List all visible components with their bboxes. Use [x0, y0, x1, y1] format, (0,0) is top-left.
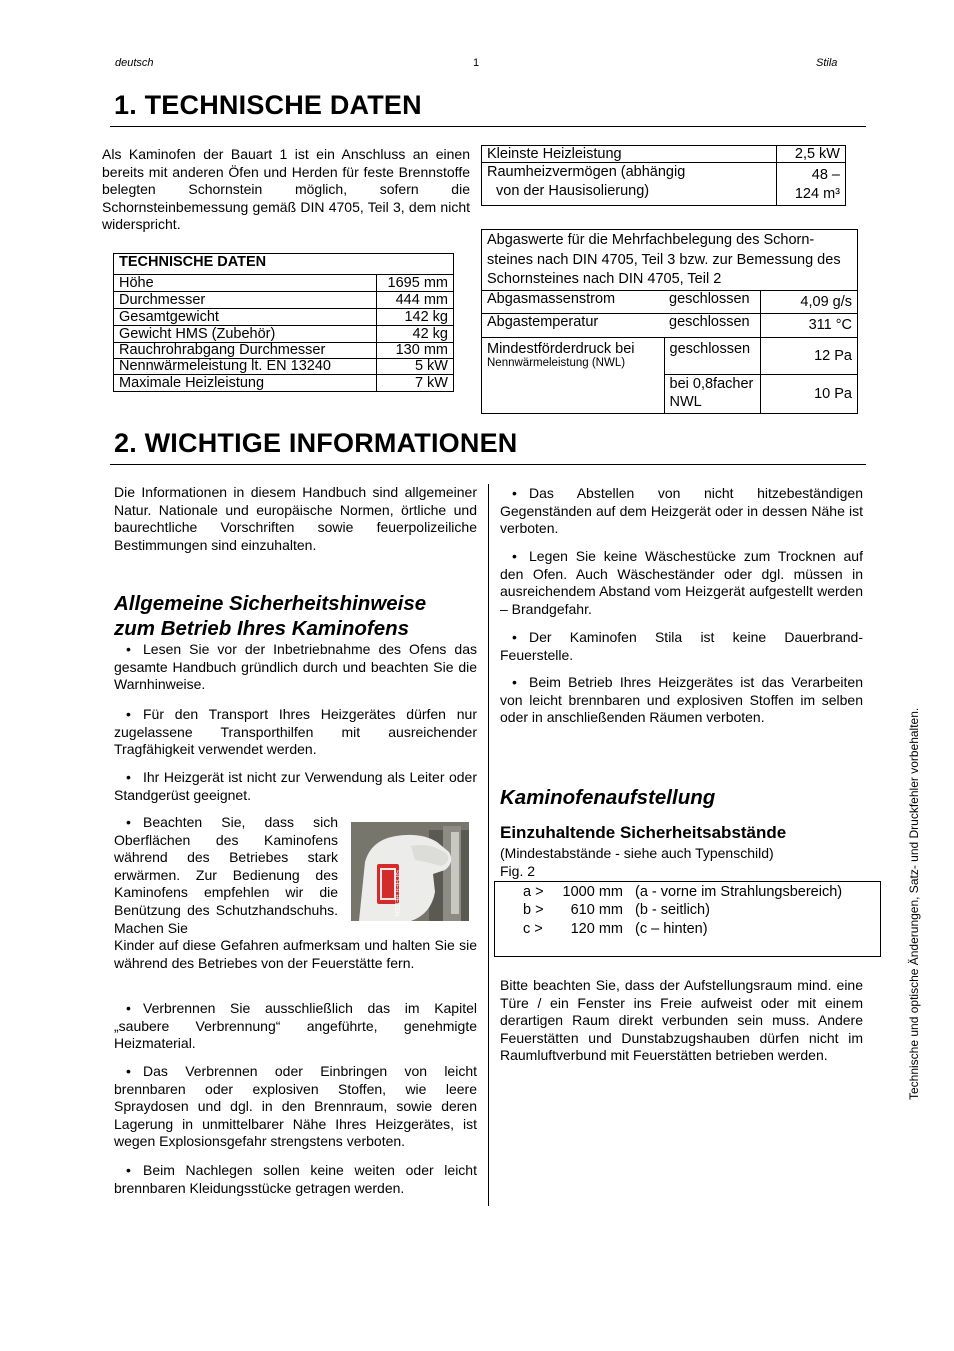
- installation-heading: Kaminofenaufstellung: [500, 786, 716, 809]
- exhaust-caption: Abgaswerte für die Mehrfachbelegung des Schorn-steines nach DIN 4705, Teil 3 bzw. zur Bemessung des Schornsteines nach DIN 4705, Teil 2: [482, 230, 858, 291]
- list-item: [500, 674, 863, 727]
- distances-heading: Einzuhaltende Sicherheitsabstände: [500, 823, 787, 842]
- table-cell: 1695 mm: [377, 275, 454, 292]
- table-cell: 12 Pa: [761, 337, 858, 374]
- distance-value: 610 mm: [570, 902, 623, 918]
- list-item: [114, 769, 477, 804]
- safety-heading: [114, 591, 484, 641]
- figure-label: Fig. 2: [500, 863, 536, 879]
- table-cell: Gesamtgewicht: [114, 309, 377, 326]
- safety-heading-line2: zum Betrieb Ihres Kaminofens: [114, 617, 410, 640]
- table-cell: Gewicht HMS (Zubehör): [114, 326, 377, 343]
- table-cell: 2,5 kW: [777, 146, 846, 163]
- section-rule: [110, 464, 866, 465]
- bullet-icon: •: [512, 485, 517, 501]
- bullet-text: Der Kaminofen Stila ist keine Dauerbrand-Feuerstelle.: [500, 629, 863, 663]
- distance-key: c >: [523, 921, 543, 937]
- table-cell: [482, 337, 665, 413]
- table-cell: Abgasmassenstrom: [482, 290, 665, 313]
- distance-key: b >: [523, 902, 544, 918]
- list-item: [500, 629, 863, 664]
- bullet-icon: •: [126, 641, 131, 657]
- distance-row-a: [523, 884, 842, 900]
- distance-row-b: [523, 902, 710, 918]
- bullet-icon: •: [126, 1000, 131, 1016]
- bullet-text: Das Verbrennen oder Einbringen von leicht brennbaren oder explosiven Stoffen, wie leere Spraydosen und dgl. in den Brennraum, sowie deren Lagerung in unmittelbarer Nähe Ihres Heizgerätes, ist wegen Explosionsgefahr strengstens verboten.: [114, 1063, 477, 1150]
- bullet-icon: •: [512, 548, 517, 564]
- table-cell: Kleinste Heizleistung: [482, 146, 777, 163]
- bullet-text: Beachten Sie, dass sich Oberflächen des Kaminofens während des Betriebes stark erwärmen. Zur Bedienung des Kaminofens empfehlen wir die Benützung des Schutzhandschuhs. Machen Sie: [114, 814, 338, 936]
- distance-desc: (b - seitlich): [635, 902, 710, 918]
- table-cell: 5 kW: [377, 359, 454, 375]
- safety-heading-line1: Allgemeine Sicherheitshinweise: [114, 592, 427, 615]
- bullet-text: Verbrennen Sie ausschließlich das im Kapitel „saubere Verbrennung“ angeführte, genehmigte Heizmaterial.: [114, 1000, 477, 1052]
- exhaust-values-table: [481, 229, 858, 414]
- table-cell: 4,09 g/s: [761, 290, 858, 313]
- distances-box: [494, 881, 881, 957]
- table-cell: Nennwärmeleistung lt. EN 13240: [114, 359, 377, 375]
- list-item: [500, 548, 863, 618]
- table-cell: Durchmesser: [114, 292, 377, 309]
- glove-brand-text: SICHER HEIZEN: [393, 870, 399, 917]
- bullet-icon: •: [126, 706, 131, 722]
- table-heading: TECHNISCHE DATEN: [114, 254, 454, 275]
- table-cell: 311 °C: [761, 313, 858, 337]
- technical-data-table: [113, 253, 454, 392]
- list-item: [114, 706, 477, 759]
- table-cell: [777, 163, 846, 206]
- table-cell: Höhe: [114, 275, 377, 292]
- list-item: [114, 1162, 477, 1197]
- table-cell: [664, 374, 761, 413]
- bullet-text: Ihr Heizgerät ist nicht zur Verwendung als Leiter oder Standgerüst geeignet.: [114, 769, 477, 803]
- bullet-text: Beim Nachlegen sollen keine weiten oder leicht brennbaren Kleidungsstücke getragen werden.: [114, 1162, 477, 1196]
- list-item-glove-a: [114, 814, 338, 937]
- protective-glove-image: [351, 822, 469, 921]
- distance-value: 1000 mm: [562, 884, 623, 900]
- section-title-important-info: 2. WICHTIGE INFORMATIONEN: [114, 428, 518, 458]
- header-language: deutsch: [115, 57, 154, 69]
- table-cell: 42 kg: [377, 326, 454, 343]
- table-cell: 142 kg: [377, 309, 454, 326]
- room-heating-label-line1: Raumheizvermögen (abhängig: [487, 164, 686, 180]
- bullet-text: Für den Transport Ihres Heizgerätes dürfen nur zugelassene Transporthilfen mit ausreichender Tragfähigkeit verwendet werden.: [114, 706, 477, 758]
- table-cell: 130 mm: [377, 343, 454, 359]
- distance-key: a >: [523, 884, 544, 900]
- reduced-load-line2: NWL: [669, 393, 702, 410]
- table-cell: geschlossen: [664, 313, 761, 337]
- table-cell: 7 kW: [377, 375, 454, 392]
- column-divider: [488, 484, 489, 1206]
- info-intro-paragraph: Die Informationen in diesem Handbuch sind allgemeiner Natur. Nationale und europäische Normen, örtliche und baurechtliche Vorschriften sowie feuerpolizeiliche Bestimmungen sind einzuhalten.: [114, 484, 477, 553]
- bullet-text: Das Abstellen von nicht hitzebeständigen Gegenständen auf dem Heizgerät oder in dessen Nähe ist verboten.: [500, 485, 863, 537]
- bullet-icon: •: [126, 769, 131, 785]
- side-disclaimer: Technische und optische Änderungen, Satz- und Druckfehler vorbehalten.: [907, 707, 921, 1100]
- distance-value: 120 mm: [570, 921, 623, 937]
- section-rule: [110, 126, 866, 127]
- table-cell: geschlossen: [664, 290, 761, 313]
- table-cell: [482, 163, 777, 206]
- table-cell: Maximale Heizleistung: [114, 375, 377, 392]
- section-title-technical-data: 1. TECHNISCHE DATEN: [114, 90, 422, 120]
- table-cell: geschlossen: [664, 337, 761, 374]
- intro-paragraph: Als Kaminofen der Bauart 1 ist ein Anschluss an einen bereits mit anderen Öfen und Herden für feste Brennstoffe belegten Schornstein möglich, sofern die Schornsteinbemessung gemäß DIN 4705, Teil 3, dem nicht widerspricht.: [102, 146, 470, 233]
- min-draft-label: Mindestförderdruck bei: [487, 340, 635, 357]
- glove-illustration: [351, 822, 469, 921]
- list-item: [114, 1000, 477, 1053]
- table-cell: Rauchrohrabgang Durchmesser: [114, 343, 377, 359]
- distance-desc: (a - vorne im Strahlungsbereich): [635, 884, 843, 900]
- bullet-text: Lesen Sie vor der Inbetriebnahme des Ofens das gesamte Handbuch gründlich durch und beachten Sie die Warnhinweise.: [114, 641, 477, 693]
- list-item: [500, 485, 863, 538]
- bullet-text: Legen Sie keine Wäschestücke zum Trocknen auf den Ofen. Auch Wäscheständer oder dgl. müssen in ausreichendem Abstand vom Heizgerät aufgestellt werden – Brandgefahr.: [500, 548, 863, 617]
- list-item: [114, 1063, 477, 1151]
- page-number: 1: [473, 57, 480, 69]
- table-cell: 10 Pa: [761, 374, 858, 413]
- bullet-icon: •: [126, 814, 131, 830]
- heating-capacity-table: [481, 145, 846, 206]
- bullet-icon: •: [512, 674, 517, 690]
- room-requirements-paragraph: Bitte beachten Sie, dass der Aufstellungsraum mind. eine Türe / ein Fenster ins Freie aufweist oder mit einem derartigen Raum direkt verbunden sein muss. Andere Feuerstätten und Dunstabzugshauben dürfen nicht im Raumluftverbund mit Feuerstätten betrieben werden.: [500, 977, 863, 1064]
- min-draft-sublabel: Nennwärmeleistung (NWL): [487, 356, 626, 369]
- list-item-glove-b: Kinder auf diese Gefahren aufmerksam und halten Sie sie während des Betriebes von der Feuerstätte fern.: [114, 937, 477, 971]
- bullet-text: Beim Betrieb Ihres Heizgerätes ist das Verarbeiten von leicht brennbaren und explosiven Stoffen im selben oder in anschließenden Räumen verboten.: [500, 674, 863, 726]
- distances-subtitle: (Mindestabstände - siehe auch Typenschild): [500, 845, 774, 861]
- bullet-icon: •: [126, 1063, 131, 1079]
- distance-desc: (c – hinten): [635, 921, 708, 937]
- room-heating-value-line2: 124 m³: [794, 186, 840, 202]
- table-cell: Abgastemperatur: [482, 313, 665, 337]
- bullet-icon: •: [512, 629, 517, 645]
- header-brand: Stila: [816, 57, 838, 69]
- room-heating-value-line1: 48 –: [811, 167, 840, 183]
- list-item: [114, 641, 477, 694]
- reduced-load-line1: bei 0,8facher: [669, 375, 754, 392]
- table-cell: 444 mm: [377, 292, 454, 309]
- bullet-icon: •: [126, 1162, 131, 1178]
- distance-row-c: [523, 921, 708, 937]
- room-heating-label-line2: von der Hausisolierung): [496, 183, 650, 199]
